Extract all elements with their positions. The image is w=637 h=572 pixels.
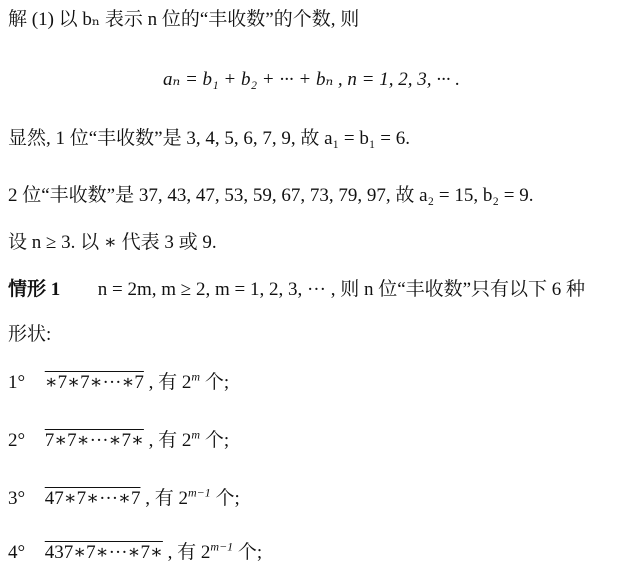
shape-count-suffix: 个; [210,488,240,509]
shape-exponent: m−1 [188,485,211,500]
case-label: 情形 1 [8,279,61,300]
equation-an [163,68,460,92]
shape-number: 1° [8,372,26,393]
one-digit-text: 显然, 1 位“丰收数”是 3, 4, 5, 6, 7, 9, 故 a₁ = b₁ = 6. [8,128,410,149]
shape-pattern: ∗7∗7∗···∗7 [44,372,144,393]
shape-exponent: m [191,369,201,384]
assume-text: 设 n ≥ 3. 以 ∗ 代表 3 或 9. [8,232,217,253]
shape-pattern: 7∗7∗···∗7∗ [44,430,144,451]
shape-item [8,429,229,453]
shape-count-prefix: , 有 2 [167,542,211,563]
line-case-1 [8,278,585,302]
shape-count-prefix: , 有 2 [148,430,192,451]
shape-count-suffix: 个; [233,542,263,563]
shape-count-prefix: , 有 2 [145,488,188,509]
shape-number: 3° [8,488,26,509]
shape-count-suffix: 个; [200,372,230,393]
shape-item [8,371,229,395]
shape-count-prefix: , 有 2 [148,372,192,393]
shape-pattern: 47∗7∗···∗7 [44,488,141,509]
shape-exponent: m [191,427,201,442]
shape-count-suffix: 个; [200,430,230,451]
shape-item [8,541,262,565]
line-shapes-heading [8,323,51,347]
shape-exponent: m−1 [210,539,234,554]
shapes-heading-text: 形状: [8,324,52,345]
shape-item [8,487,240,511]
two-digit-text: 2 位“丰收数”是 37, 43, 47, 53, 59, 67, 73, 79, 97, 故 a₂ = 15, b₂ = 9. [8,185,534,206]
shape-pattern: 437∗7∗···∗7∗ [44,542,163,563]
intro-text: 解 (1) 以 bₙ 表示 n 位的“丰收数”的个数, 则 [8,9,360,30]
shape-number: 2° [8,430,26,451]
equation-text: aₙ = b₁ + b₂ + ··· + bₙ , n = 1, 2, 3, ··· . [163,69,460,90]
shape-number: 4° [8,542,26,563]
case-1-text: n = 2m, m ≥ 2, m = 1, 2, 3, ··· , 则 n 位“丰收数”只有以下 6 种 [97,279,586,300]
line-intro [8,8,359,32]
line-one-digit [8,127,410,151]
line-two-digit [8,184,533,208]
line-assume [8,231,217,255]
